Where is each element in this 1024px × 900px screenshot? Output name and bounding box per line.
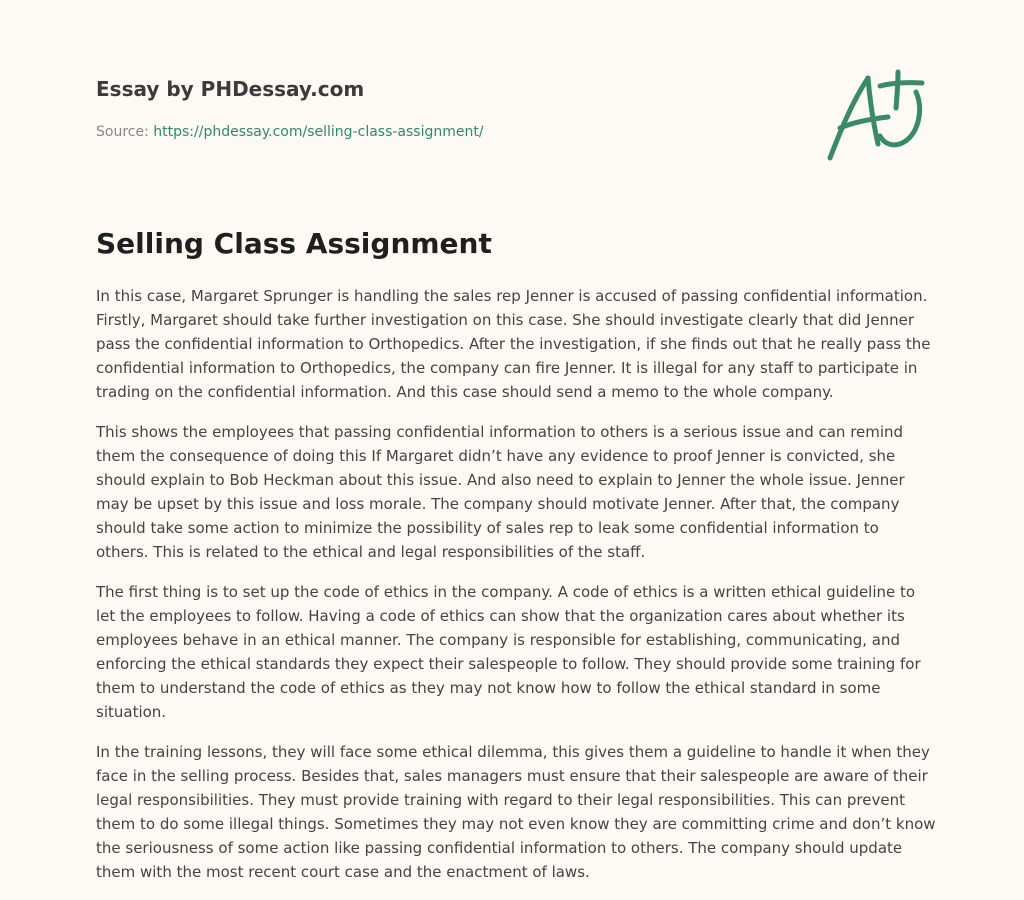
essay-paragraph: In the training lessons, they will face some ethical dilemma, this gives them a guideline to handle it when they face in the selling process. Besides that, sales managers must ensure that their salespeople are aware of their legal responsibilities. They must provide training with regard to their legal responsibilities. This can prevent them to do some illegal things. Sometimes they may not even know they are committing crime and don’t know the seriousness of some action like passing confidential information to others. The company should update them with the most recent court case and the enactment of laws. (96, 743, 936, 881)
page-header (96, 74, 736, 142)
essay-paragraph: In this case, Margaret Sprunger is handling the sales rep Jenner is accused of passing confidential information. Firstly, Margaret should take further investigation on this case. She should investigate clearly that did Jenner pass the confidential information to Orthopedics. After the investigation, if she finds out that he really pass the confidential information to Orthopedics, the company can fire Jenner. It is illegal for any staff to participate in trading on the confidential information. And this case should send a memo to the whole company. (96, 287, 931, 401)
essay-body (96, 284, 936, 900)
source-label: Source: (96, 124, 149, 140)
site-title: Essay by PHDessay.com (96, 77, 365, 101)
essay-paragraph: The first thing is to set up the code of ethics in the company. A code of ethics is a written ethical guideline to let the employees to follow. Having a code of ethics can show that the organization cares about whether its employees behave in an ethical manner. The company is responsible for establishing, communicating, and enforcing the ethical standards they expect their salespeople to follow. They should provide some training for them to understand the code of ethics as they may not know how to follow the ethical standard in some situation. (96, 583, 921, 721)
source-link[interactable]: https://phdessay.com/selling-class-assignment/ (153, 124, 484, 140)
essay-paragraph: This shows the employees that passing confidential information to others is a serious issue and can remind them the consequence of doing this If Margaret didn’t have any evidence to proof Jenner is convicted, she should explain to Bob Heckman about this issue. And also need to explain to Jenner the whole issue. Jenner may be upset by this issue and loss morale. The company should motivate Jenner. After that, the company should take some action to minimize the possibility of sales rep to leak some confidential information to others. This is related to the ethical and legal responsibilities of the staff. (96, 423, 905, 561)
a-plus-icon (818, 66, 928, 166)
essay-title: Selling Class Assignment (96, 227, 492, 260)
source-line (96, 122, 736, 142)
